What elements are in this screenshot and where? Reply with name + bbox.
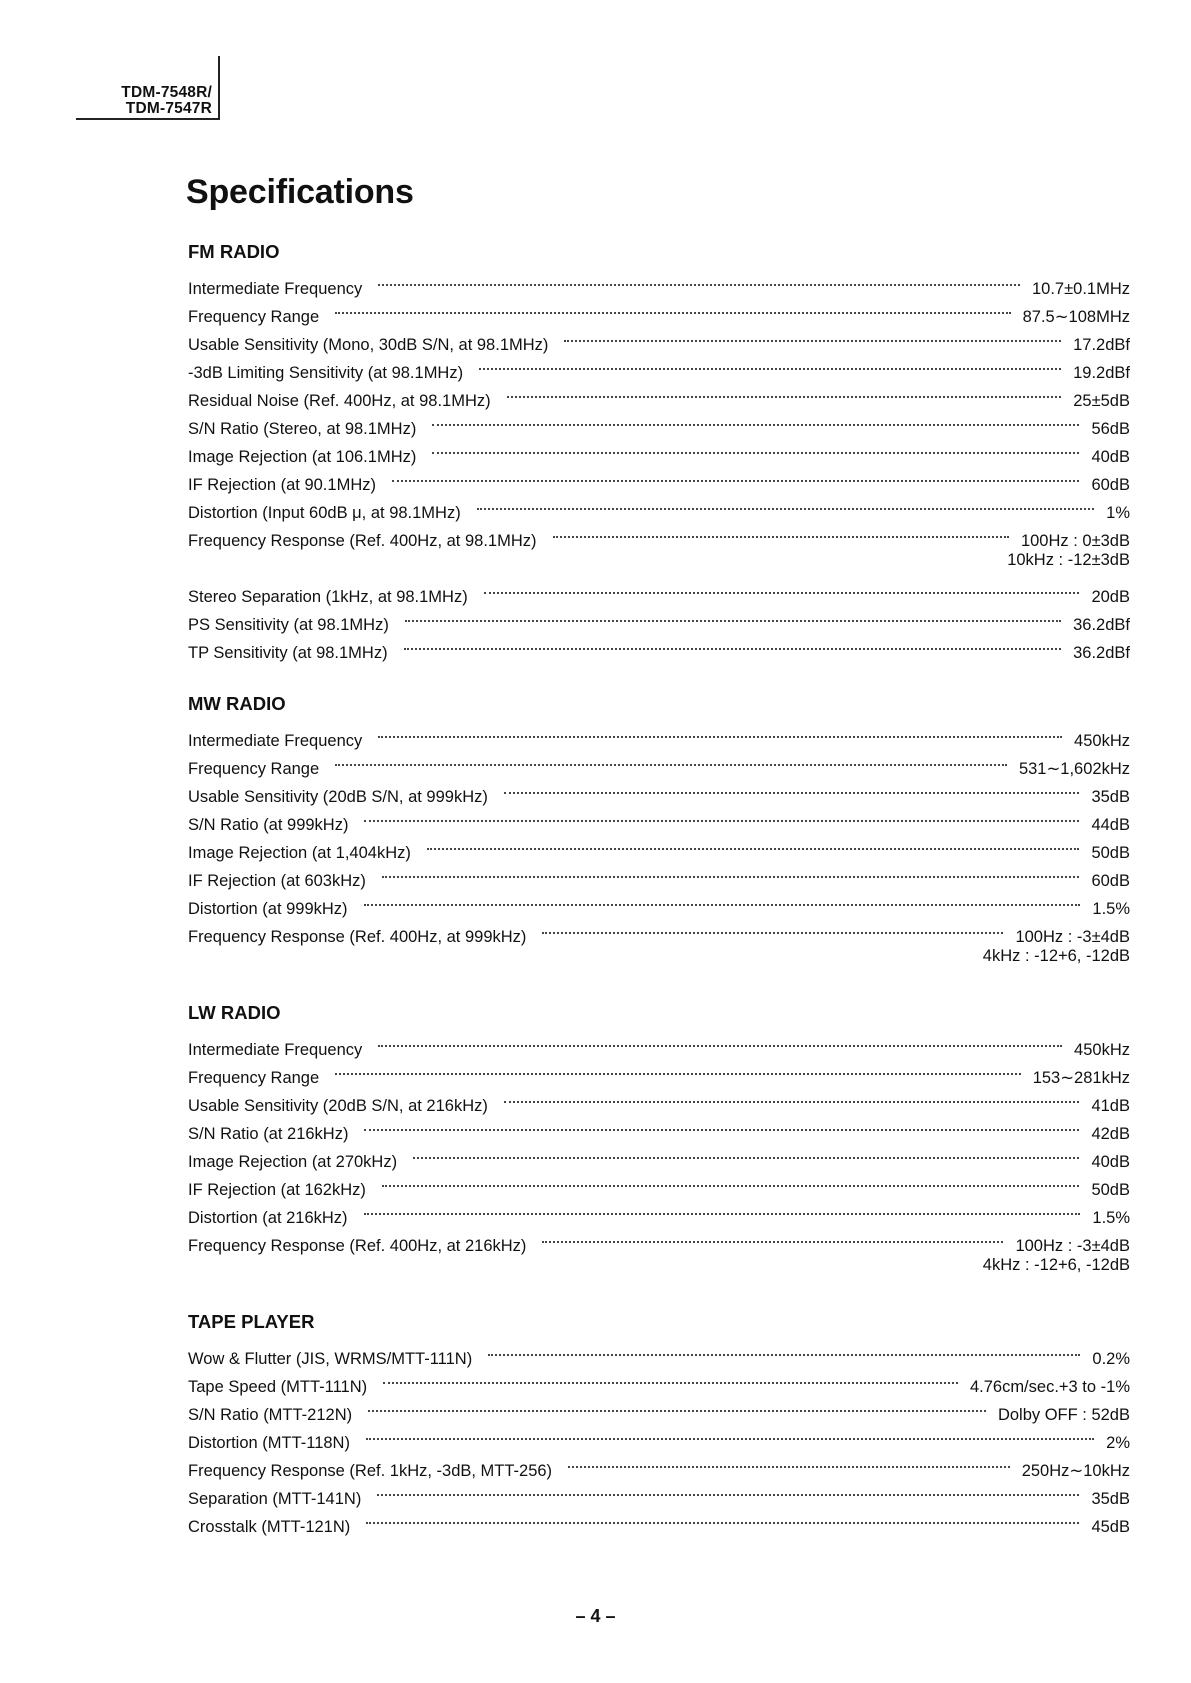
dot-leader xyxy=(335,746,1007,774)
spec-label: Distortion (MTT-118N) xyxy=(188,1434,350,1452)
dot-leader xyxy=(405,602,1061,630)
spec-value: 44dB xyxy=(1091,816,1130,834)
spec-value: 250Hz∼10kHz xyxy=(1021,1462,1130,1480)
dot-leader xyxy=(364,1111,1079,1139)
dot-leader xyxy=(364,1195,1081,1223)
section-title: LW RADIO xyxy=(188,1002,281,1023)
spec-row xyxy=(188,774,1130,806)
dot-leader xyxy=(484,574,1080,602)
dot-leader xyxy=(366,1504,1079,1532)
spec-rows xyxy=(188,266,1130,662)
dot-leader xyxy=(368,1392,986,1420)
model-number-box xyxy=(72,52,222,122)
spec-value: 35dB xyxy=(1091,788,1130,806)
spec-value: 87.5∼108MHz xyxy=(1022,308,1130,326)
dot-leader xyxy=(404,630,1062,658)
lw-radio-section xyxy=(188,999,1130,1279)
spec-value: 50dB xyxy=(1091,844,1130,862)
dot-leader xyxy=(432,406,1079,434)
dot-leader xyxy=(382,858,1080,886)
spec-value: 2% xyxy=(1106,1434,1130,1452)
spec-label: Distortion (at 999kHz) xyxy=(188,900,348,918)
spec-value: 100Hz : -3±4dB xyxy=(1015,1237,1130,1255)
fm-radio-section xyxy=(188,238,1130,662)
spec-value: 100Hz : 0±3dB xyxy=(1020,532,1130,550)
spec-value: 10.7±0.1MHz xyxy=(1031,280,1130,298)
model-box-horizontal-rule xyxy=(76,118,220,120)
dot-leader xyxy=(507,378,1062,406)
spec-rows xyxy=(188,718,1130,970)
spec-label: Image Rejection (at 106.1MHz) xyxy=(188,448,417,466)
spec-row xyxy=(188,1336,1130,1368)
spec-label: Separation (MTT-141N) xyxy=(188,1490,362,1508)
spec-value: 0.2% xyxy=(1092,1350,1130,1368)
spec-label: S/N Ratio (at 216kHz) xyxy=(188,1125,349,1143)
dot-leader xyxy=(364,802,1079,830)
dot-leader xyxy=(427,830,1080,858)
spec-label: PS Sensitivity (at 98.1MHz) xyxy=(188,616,389,634)
spec-label: S/N Ratio (at 999kHz) xyxy=(188,816,349,834)
mw-radio-section xyxy=(188,690,1130,970)
spec-rows xyxy=(188,1336,1130,1536)
dot-leader xyxy=(568,1448,1010,1476)
spec-label: Image Rejection (at 1,404kHz) xyxy=(188,844,411,862)
dot-leader xyxy=(542,1223,1003,1251)
spec-label: Wow & Flutter (JIS, WRMS/MTT-111N) xyxy=(188,1350,473,1368)
spec-value: 531∼1,602kHz xyxy=(1018,760,1130,778)
dot-leader xyxy=(479,350,1061,378)
spec-value: 450kHz xyxy=(1074,1041,1130,1059)
dot-leader xyxy=(553,518,1009,546)
spec-row xyxy=(188,266,1130,298)
section-title: TAPE PLAYER xyxy=(188,1311,315,1332)
page-number: – 4 – xyxy=(575,1606,616,1626)
spec-label: Frequency Response (Ref. 400Hz, at 999kHz) xyxy=(188,928,527,946)
dot-leader xyxy=(382,1167,1080,1195)
section-title: MW RADIO xyxy=(188,693,286,714)
spec-value: 41dB xyxy=(1091,1097,1130,1115)
page-title: Specifications xyxy=(186,173,414,211)
spec-label: Usable Sensitivity (20dB S/N, at 999kHz) xyxy=(188,788,488,806)
dot-leader xyxy=(378,1027,1062,1055)
spec-value-secondary: 4kHz : -12+6, -12dB xyxy=(982,947,1130,965)
spec-label: Distortion (Input 60dB μ, at 98.1MHz) xyxy=(188,504,461,522)
spec-row xyxy=(188,1083,1130,1115)
spec-value: 40dB xyxy=(1091,448,1130,466)
spec-label: IF Rejection (at 162kHz) xyxy=(188,1181,366,1199)
spec-value: 45dB xyxy=(1091,1518,1130,1536)
spec-label: Frequency Range xyxy=(188,1069,320,1087)
model-number-primary: TDM-7548R/ xyxy=(121,84,212,101)
spec-label: Intermediate Frequency xyxy=(188,1041,363,1059)
spec-label: Stereo Separation (1kHz, at 98.1MHz) xyxy=(188,588,468,606)
spec-row xyxy=(188,718,1130,750)
dot-leader xyxy=(432,434,1079,462)
dot-leader xyxy=(504,1083,1080,1111)
dot-leader xyxy=(335,1055,1021,1083)
dot-leader xyxy=(378,718,1062,746)
spec-label: Residual Noise (Ref. 400Hz, at 98.1MHz) xyxy=(188,392,491,410)
spec-label: Intermediate Frequency xyxy=(188,280,363,298)
spec-value: 100Hz : -3±4dB xyxy=(1015,928,1130,946)
dot-leader xyxy=(542,914,1003,942)
spec-label: Frequency Response (Ref. 400Hz, at 216kHz) xyxy=(188,1237,527,1255)
spec-value: 19.2dBf xyxy=(1073,364,1130,382)
dot-leader xyxy=(413,1139,1079,1167)
spec-value: 1% xyxy=(1106,504,1130,522)
spec-value: 42dB xyxy=(1091,1125,1130,1143)
spec-label: IF Rejection (at 603kHz) xyxy=(188,872,366,890)
section-title: FM RADIO xyxy=(188,241,280,262)
dot-leader xyxy=(392,462,1079,490)
spec-row xyxy=(188,322,1130,354)
spec-label: -3dB Limiting Sensitivity (at 98.1MHz) xyxy=(188,364,464,382)
spec-value: 36.2dBf xyxy=(1073,644,1130,662)
spec-value: 25±5dB xyxy=(1073,392,1130,410)
spec-label: S/N Ratio (MTT-212N) xyxy=(188,1406,353,1424)
spec-label: Intermediate Frequency xyxy=(188,732,363,750)
spec-value: 50dB xyxy=(1091,1181,1130,1199)
spec-label: Frequency Response (Ref. 400Hz, at 98.1MHz) xyxy=(188,532,537,550)
spec-label: TP Sensitivity (at 98.1MHz) xyxy=(188,644,388,662)
dot-leader xyxy=(366,1420,1094,1448)
model-box-vertical-rule xyxy=(218,56,220,120)
dot-leader xyxy=(488,1336,1080,1364)
spec-value: 450kHz xyxy=(1074,732,1130,750)
spec-label: S/N Ratio (Stereo, at 98.1MHz) xyxy=(188,420,417,438)
spec-value: 153∼281kHz xyxy=(1032,1069,1130,1087)
spec-label: Image Rejection (at 270kHz) xyxy=(188,1153,398,1171)
spec-value: 60dB xyxy=(1091,476,1130,494)
dot-leader xyxy=(335,294,1010,322)
spec-row xyxy=(188,1027,1130,1059)
spec-value: 20dB xyxy=(1091,588,1130,606)
spec-label: Frequency Range xyxy=(188,760,320,778)
spec-value: 4.76cm/sec.+3 to -1% xyxy=(969,1378,1130,1396)
spec-value: Dolby OFF : 52dB xyxy=(997,1406,1130,1424)
spec-value: 1.5% xyxy=(1092,1209,1130,1227)
spec-row xyxy=(188,574,1130,606)
spec-value: 35dB xyxy=(1091,1490,1130,1508)
spec-value: 40dB xyxy=(1091,1153,1130,1171)
spec-value: 60dB xyxy=(1091,872,1130,890)
dot-leader xyxy=(504,774,1080,802)
dot-leader xyxy=(378,266,1020,294)
model-number-secondary: TDM-7547R xyxy=(125,100,212,117)
spec-label: Crosstalk (MTT-121N) xyxy=(188,1518,351,1536)
dot-leader xyxy=(364,886,1081,914)
spec-value: 1.5% xyxy=(1092,900,1130,918)
spec-value: 56dB xyxy=(1091,420,1130,438)
dot-leader xyxy=(564,322,1061,350)
spec-value-secondary: 4kHz : -12+6, -12dB xyxy=(982,1256,1130,1274)
dot-leader xyxy=(377,1476,1079,1504)
dot-leader xyxy=(383,1364,958,1392)
spec-label: Frequency Range xyxy=(188,308,320,326)
tape-player-section xyxy=(188,1308,1130,1536)
spec-label: Usable Sensitivity (Mono, 30dB S/N, at 98.1MHz) xyxy=(188,336,549,354)
spec-value: 36.2dBf xyxy=(1073,616,1130,634)
spec-label: IF Rejection (at 90.1MHz) xyxy=(188,476,376,494)
spec-label: Distortion (at 216kHz) xyxy=(188,1209,348,1227)
dot-leader xyxy=(477,490,1094,518)
spec-value: 17.2dBf xyxy=(1073,336,1130,354)
spec-rows xyxy=(188,1027,1130,1279)
spec-label: Frequency Response (Ref. 1kHz, -3dB, MTT-256) xyxy=(188,1462,553,1480)
spec-value-secondary: 10kHz : -12±3dB xyxy=(1007,551,1130,569)
spec-label: Usable Sensitivity (20dB S/N, at 216kHz) xyxy=(188,1097,488,1115)
spec-label: Tape Speed (MTT-111N) xyxy=(188,1378,368,1396)
